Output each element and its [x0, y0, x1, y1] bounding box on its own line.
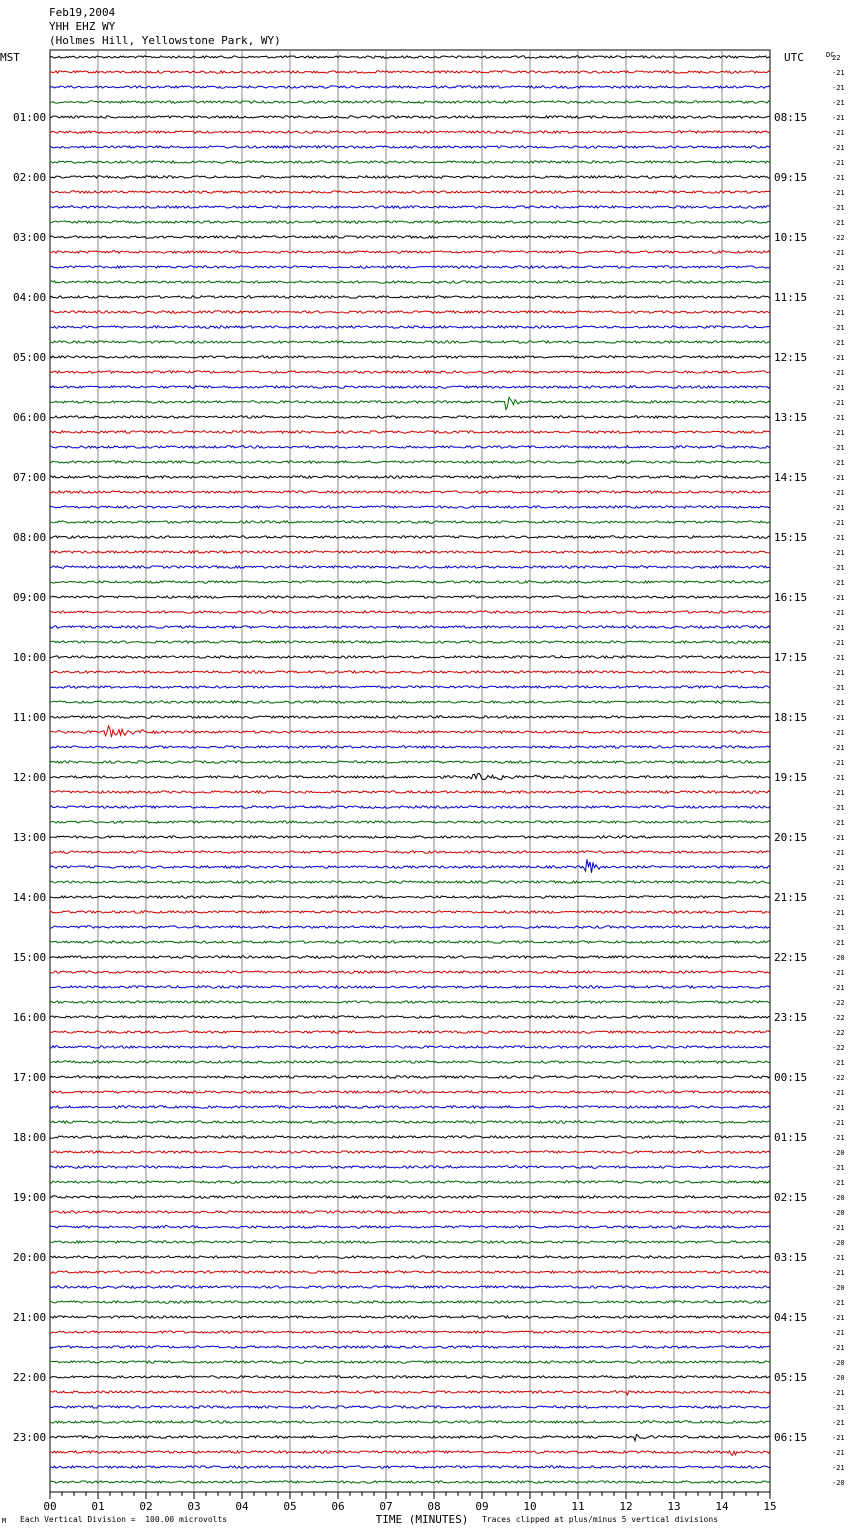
dc-offset-label: -21: [832, 174, 845, 182]
dc-offset-label: -21: [832, 759, 845, 767]
seismic-trace: [50, 1211, 770, 1213]
seismic-trace: [50, 1001, 770, 1003]
x-tick-label: 11: [571, 1500, 585, 1513]
dc-offset-label: -21: [832, 1389, 845, 1397]
dc-offset-label: -21: [832, 1344, 845, 1352]
seismic-trace: [50, 701, 770, 703]
dc-offset-label: -21: [832, 399, 845, 407]
dc-offset-label: -22: [832, 1014, 845, 1022]
dc-offset-label: -21: [832, 924, 845, 932]
dc-offset-label: -22: [832, 1029, 845, 1037]
seismic-trace: [50, 956, 770, 958]
mst-hour-label: 08:00: [13, 531, 47, 544]
dc-offset-label: -21: [832, 1089, 845, 1097]
seismic-trace: [50, 1241, 770, 1243]
dc-offset-label: -21: [832, 1059, 845, 1067]
dc-offset-label: -21: [832, 429, 845, 437]
utc-hour-label: 19:15: [774, 771, 808, 784]
dc-offset-label: -21: [832, 1329, 845, 1337]
dc-offset-label: -21: [832, 939, 845, 947]
dc-offset-label: -21: [832, 549, 845, 557]
seismic-trace: [50, 326, 770, 328]
seismic-trace: [50, 926, 770, 928]
seismic-trace: [50, 236, 770, 238]
seismic-trace: [50, 536, 770, 538]
utc-hour-label: 15:15: [774, 531, 808, 544]
x-tick-label: 14: [715, 1500, 729, 1513]
mst-hour-label: 14:00: [13, 891, 47, 904]
seismic-trace: [50, 1181, 770, 1183]
seismic-trace: [50, 281, 770, 283]
utc-hour-label: 13:15: [774, 411, 808, 424]
seismic-trace: [50, 1121, 770, 1123]
seismic-trace: [50, 431, 770, 433]
seismic-trace: [50, 859, 770, 873]
utc-hour-label: 00:15: [774, 1071, 808, 1084]
seismic-trace: [50, 251, 770, 253]
seismic-trace: [50, 1466, 770, 1468]
seismic-trace: [50, 726, 770, 737]
dc-offset-label: -21: [832, 129, 845, 137]
dc-offset-label: -21: [832, 219, 845, 227]
dc-offset-label: 22: [832, 54, 841, 62]
x-tick-label: 04: [235, 1500, 249, 1513]
seismic-trace: [50, 416, 770, 418]
mst-hour-label: 07:00: [13, 471, 47, 484]
seismic-trace: [50, 836, 770, 838]
seismic-trace: [50, 1225, 770, 1228]
mst-hour-label: 18:00: [13, 1131, 47, 1144]
dc-offset-label: -20: [832, 1374, 845, 1382]
seismic-trace: [50, 356, 770, 358]
x-tick-label: 10: [523, 1500, 537, 1513]
seismic-trace: [50, 896, 770, 898]
dc-offset-label: -22: [832, 1074, 845, 1082]
dc-offset-label: -21: [832, 309, 845, 317]
dc-offset-label: -21: [832, 579, 845, 587]
x-tick-label: 06: [331, 1500, 345, 1513]
utc-hour-label: 23:15: [774, 1011, 808, 1024]
x-tick-label: 07: [379, 1500, 393, 1513]
dc-offset-label: -21: [832, 1434, 845, 1442]
seismic-trace: [50, 971, 770, 973]
seismic-trace: [50, 1346, 770, 1348]
corner-mark: M: [2, 1517, 7, 1525]
utc-hour-label: 22:15: [774, 951, 808, 964]
x-tick-label: 03: [187, 1500, 201, 1513]
clip-note: Traces clipped at plus/minus 5 vertical divisions: [482, 1515, 719, 1524]
dc-offset-label: -21: [832, 1269, 845, 1277]
seismic-trace: [50, 491, 770, 493]
dc-offset-label: -21: [832, 1314, 845, 1322]
mst-hour-label: 16:00: [13, 1011, 47, 1024]
dc-offset-label: -21: [832, 729, 845, 737]
dc-offset-label: -21: [832, 744, 845, 752]
dc-offset-label: -20: [832, 954, 845, 962]
seismic-trace: [50, 371, 770, 373]
dc-offset-label: -20: [832, 1149, 845, 1157]
seismic-trace: [50, 986, 770, 988]
seismic-trace: [50, 521, 770, 523]
dc-offset-label: -21: [832, 819, 845, 827]
mst-hour-label: 11:00: [13, 711, 47, 724]
x-axis-title: TIME (MINUTES): [375, 1513, 469, 1526]
dc-offset-label: -21: [832, 1224, 845, 1232]
seismic-trace: [50, 266, 770, 268]
dc-offset-label: -21: [832, 534, 845, 542]
seismic-trace: [50, 1166, 770, 1168]
utc-hour-label: 16:15: [774, 591, 808, 604]
seismic-trace: [50, 791, 770, 793]
dc-offset-label: -20: [832, 1359, 845, 1367]
utc-hour-label: 17:15: [774, 651, 808, 664]
dc-offset-label: -21: [832, 159, 845, 167]
mst-axis-label: MST: [0, 51, 20, 64]
mst-hour-label: 10:00: [13, 651, 47, 664]
dc-offset-label: -21: [832, 969, 845, 977]
seismic-trace: [50, 1031, 770, 1033]
seismic-trace: [50, 1256, 770, 1258]
seismic-trace: [50, 1391, 770, 1395]
seismic-trace: [50, 221, 770, 223]
seismic-trace: [50, 1286, 770, 1288]
dc-offset-label: -21: [832, 774, 845, 782]
dc-offset-label: -21: [832, 669, 845, 677]
utc-hour-label: 21:15: [774, 891, 808, 904]
seismic-trace: [50, 1136, 770, 1138]
x-tick-label: 09: [475, 1500, 489, 1513]
dc-offset-label: -20: [832, 1479, 845, 1487]
dc-offset-label: -20: [832, 1284, 845, 1292]
utc-hour-label: 03:15: [774, 1251, 808, 1264]
seismic-trace: [50, 746, 770, 748]
seismic-trace: [50, 761, 770, 763]
dc-offset-label: -21: [832, 339, 845, 347]
dc-offset-label: -21: [832, 609, 845, 617]
seismic-trace: [50, 656, 770, 658]
dc-offset-label: -21: [832, 369, 845, 377]
seismic-trace: [50, 551, 770, 553]
seismic-trace: [50, 1091, 770, 1093]
dc-offset-label: -21: [832, 279, 845, 287]
dc-offset-label: -21: [832, 834, 845, 842]
mst-hour-label: 12:00: [13, 771, 47, 784]
dc-offset-label: -21: [832, 1449, 845, 1457]
dc-offset-label: -21: [832, 804, 845, 812]
seismic-trace: [50, 476, 770, 478]
dc-offset-label: -21: [832, 249, 845, 257]
x-tick-label: 13: [667, 1500, 681, 1513]
dc-offset-label: -21: [832, 1179, 845, 1187]
dc-offset-label: -21: [832, 69, 845, 77]
x-tick-label: 08: [427, 1500, 441, 1513]
utc-hour-label: 04:15: [774, 1311, 808, 1324]
utc-hour-label: 05:15: [774, 1371, 808, 1384]
seismic-trace: [50, 191, 770, 193]
seismic-trace: [50, 311, 770, 313]
mst-hour-label: 13:00: [13, 831, 47, 844]
seismic-trace: [50, 1451, 770, 1456]
seismic-trace: [50, 56, 770, 58]
dc-offset-label: -21: [832, 909, 845, 917]
dc-offset-label: -22: [832, 1044, 845, 1052]
seismic-trace: [50, 773, 770, 779]
seismic-trace: [50, 626, 770, 628]
utc-hour-label: 14:15: [774, 471, 808, 484]
seismic-trace: [50, 397, 770, 409]
dc-offset-label: -21: [832, 324, 845, 332]
dc-offset-label: -21: [832, 414, 845, 422]
dc-offset-label: -21: [832, 879, 845, 887]
dc-offset-label: -20: [832, 1239, 845, 1247]
seismic-trace: [50, 881, 770, 883]
x-tick-label: 00: [43, 1500, 57, 1513]
seismic-trace: [50, 1076, 770, 1078]
dc-offset-label: -21: [832, 1104, 845, 1112]
x-tick-label: 12: [619, 1500, 633, 1513]
dc-offset-label: -21: [832, 489, 845, 497]
seismic-trace: [50, 176, 770, 178]
utc-hour-label: 09:15: [774, 171, 808, 184]
dc-offset-label: -21: [832, 444, 845, 452]
dc-offset-label: -21: [832, 849, 845, 857]
x-tick-label: 15: [763, 1500, 777, 1513]
seismic-trace: [50, 641, 770, 643]
station-code: YHH EHZ WY: [49, 20, 116, 33]
dc-offset-label: -21: [832, 789, 845, 797]
dc-offset-label: -21: [832, 894, 845, 902]
utc-hour-label: 06:15: [774, 1431, 808, 1444]
dc-offset-label: -21: [832, 639, 845, 647]
seismic-trace: [50, 611, 770, 613]
seismic-trace: [50, 1421, 770, 1423]
scale-note: Each Vertical Division = 100.00 microvolts: [20, 1515, 228, 1524]
seismic-trace: [50, 1196, 770, 1198]
seismic-trace: [50, 671, 770, 673]
dc-offset-label: -21: [832, 204, 845, 212]
mst-hour-label: 09:00: [13, 591, 47, 604]
seismic-trace: [50, 161, 770, 163]
seismic-trace: [50, 1406, 770, 1408]
seismic-trace: [50, 131, 770, 133]
dc-offset-label: -21: [832, 984, 845, 992]
seismic-trace: [50, 101, 770, 103]
dc-offset-label: -21: [832, 864, 845, 872]
mst-hour-label: 04:00: [13, 291, 47, 304]
seismic-trace: [50, 1435, 770, 1441]
seismic-trace: [50, 1301, 770, 1303]
utc-hour-label: 01:15: [774, 1131, 808, 1144]
dc-offset-label: -22: [832, 999, 845, 1007]
dc-offset-label: -21: [832, 654, 845, 662]
dc-offset-label: -21: [832, 384, 845, 392]
utc-hour-label: 10:15: [774, 231, 808, 244]
seismic-trace: [50, 1331, 770, 1333]
dc-offset-label: -21: [832, 1419, 845, 1427]
dc-offset-label: -21: [832, 699, 845, 707]
dc-offset-label: -21: [832, 1464, 845, 1472]
seismic-trace: [50, 596, 770, 598]
dc-offset-label: -21: [832, 99, 845, 107]
utc-hour-label: 11:15: [774, 291, 808, 304]
mst-hour-label: 02:00: [13, 171, 47, 184]
dc-offset-label: -22: [832, 234, 845, 242]
seismic-trace: [50, 716, 770, 718]
seismic-trace: [50, 506, 770, 508]
mst-hour-label: 05:00: [13, 351, 47, 364]
seismic-trace: [50, 1376, 770, 1378]
dc-label: DC: [826, 51, 835, 59]
mst-hour-label: 22:00: [13, 1371, 47, 1384]
mst-hour-label: 20:00: [13, 1251, 47, 1264]
dc-offset-label: -21: [832, 189, 845, 197]
mst-hour-label: 01:00: [13, 111, 47, 124]
dc-offset-label: -21: [832, 1404, 845, 1412]
dc-offset-label: -21: [832, 459, 845, 467]
seismic-trace: [50, 1061, 770, 1063]
seismic-trace: [50, 941, 770, 943]
utc-hour-label: 02:15: [774, 1191, 808, 1204]
dc-offset-label: -21: [832, 294, 845, 302]
dc-offset-label: -21: [832, 1254, 845, 1262]
mst-hour-label: 17:00: [13, 1071, 47, 1084]
seismic-trace: [50, 911, 770, 913]
seismic-trace: [50, 296, 770, 298]
seismic-trace: [50, 446, 770, 448]
seismic-trace: [50, 566, 770, 568]
dc-offset-label: -21: [832, 1134, 845, 1142]
dc-offset-label: -21: [832, 504, 845, 512]
x-tick-label: 02: [139, 1500, 153, 1513]
dc-offset-label: -21: [832, 474, 845, 482]
seismic-trace: [50, 1151, 770, 1153]
seismic-trace: [50, 461, 770, 463]
seismic-trace: [50, 116, 770, 118]
seismic-trace: [50, 1361, 770, 1363]
utc-hour-label: 18:15: [774, 711, 808, 724]
dc-offset-label: -21: [832, 714, 845, 722]
seismic-trace: [50, 146, 770, 148]
dc-offset-label: -21: [832, 144, 845, 152]
seismic-trace: [50, 821, 770, 823]
utc-hour-label: 08:15: [774, 111, 808, 124]
seismic-trace: [50, 1481, 770, 1483]
record-date: Feb19,2004: [49, 6, 116, 19]
seismic-trace: [50, 386, 770, 388]
dc-offset-label: -20: [832, 1194, 845, 1202]
mst-hour-label: 19:00: [13, 1191, 47, 1204]
seismic-trace: [50, 851, 770, 853]
seismic-trace: [50, 1316, 770, 1318]
mst-hour-label: 15:00: [13, 951, 47, 964]
dc-offset-label: -21: [832, 264, 845, 272]
mst-hour-label: 23:00: [13, 1431, 47, 1444]
seismic-trace: [50, 341, 770, 343]
utc-axis-label: UTC: [784, 51, 804, 64]
station-location: (Holmes Hill, Yellowstone Park, WY): [49, 34, 281, 47]
dc-offset-label: -21: [832, 114, 845, 122]
seismic-trace: [50, 86, 770, 88]
seismic-trace: [50, 1046, 770, 1048]
utc-hour-label: 20:15: [774, 831, 808, 844]
dc-offset-label: -21: [832, 684, 845, 692]
dc-offset-label: -21: [832, 84, 845, 92]
dc-offset-label: -21: [832, 1299, 845, 1307]
dc-offset-label: -21: [832, 354, 845, 362]
mst-hour-label: 06:00: [13, 411, 47, 424]
mst-hour-label: 03:00: [13, 231, 47, 244]
x-tick-label: 05: [283, 1500, 297, 1513]
dc-offset-label: -21: [832, 594, 845, 602]
mst-hour-label: 21:00: [13, 1311, 47, 1324]
dc-offset-label: -21: [832, 1119, 845, 1127]
seismic-trace: [50, 686, 770, 688]
dc-offset-label: -20: [832, 1209, 845, 1217]
seismic-trace: [50, 206, 770, 208]
seismic-trace: [50, 1271, 770, 1273]
seismic-trace: [50, 71, 770, 73]
dc-offset-label: -21: [832, 564, 845, 572]
seismic-trace: [50, 1106, 770, 1108]
seismic-trace: [50, 1016, 770, 1018]
dc-offset-label: -21: [832, 624, 845, 632]
dc-offset-label: -21: [832, 519, 845, 527]
x-tick-label: 01: [91, 1500, 105, 1513]
seismic-trace: [50, 806, 770, 808]
utc-hour-label: 12:15: [774, 351, 808, 364]
seismic-trace: [50, 581, 770, 583]
dc-offset-label: -21: [832, 1164, 845, 1172]
